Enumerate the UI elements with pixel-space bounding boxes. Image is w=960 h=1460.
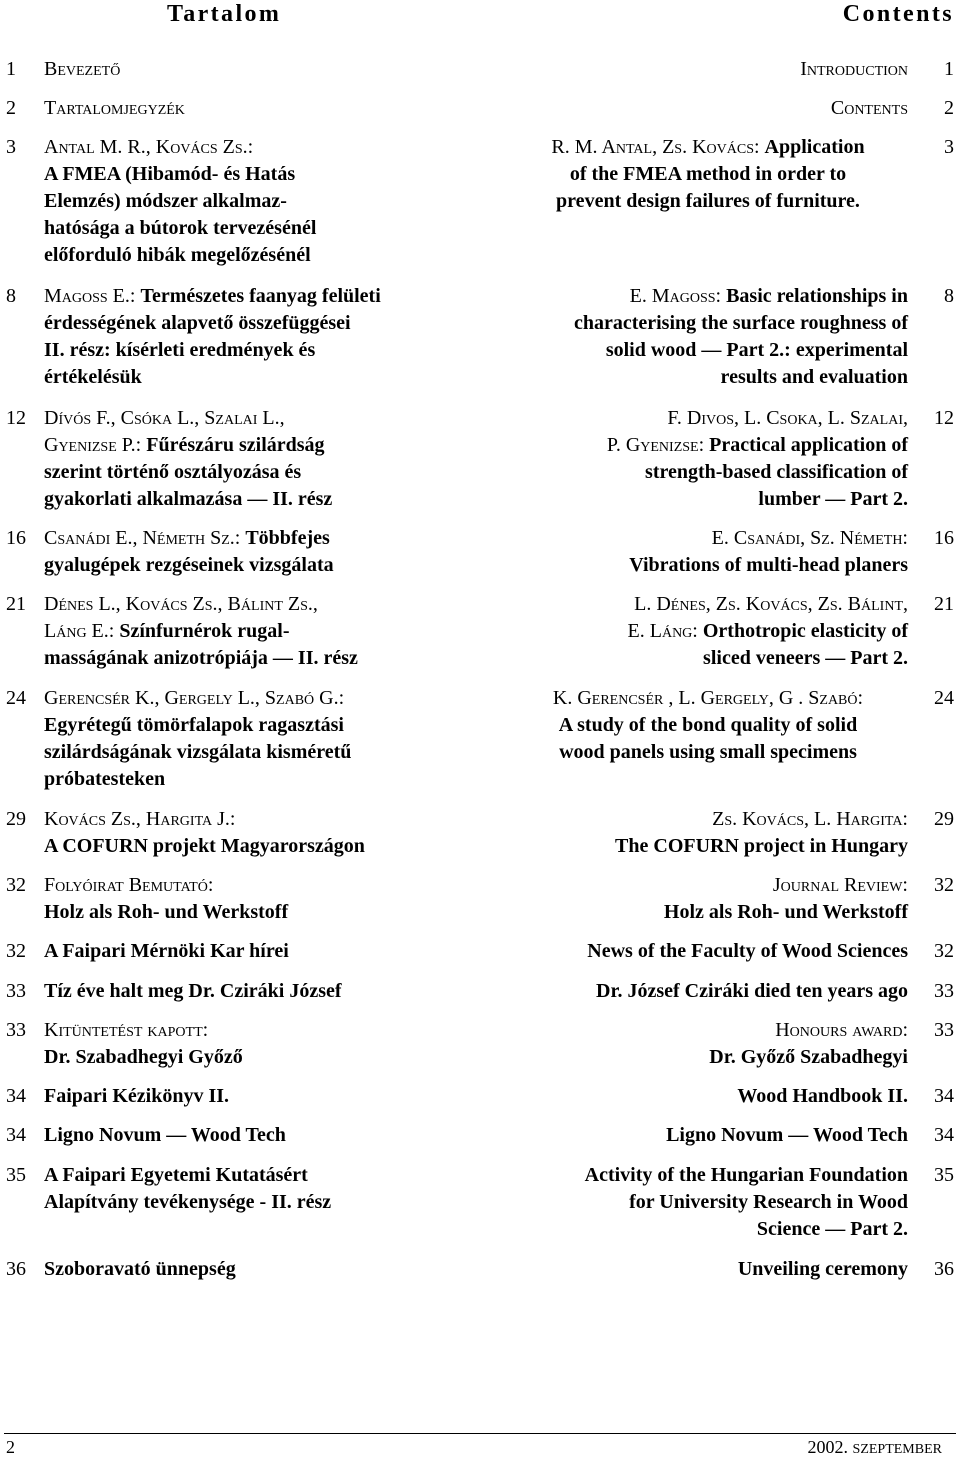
authors-en: E. Magoss: [629,285,722,307]
title-en: Practical application of [709,434,908,456]
entry-hu[interactable] [44,1256,444,1283]
page-number-hu: 32 [6,874,26,896]
authors-en-cont: E. Láng: [627,620,698,642]
title-en-line: Unveiling ceremony [737,1258,908,1280]
authors-hu: Magoss E.: [44,285,136,307]
page-number-en: 2 [944,97,954,119]
entry-en[interactable] [508,685,908,766]
authors-en: Zs. Kovács, L. Hargita: [712,808,908,830]
page-number-hu: 2 [6,97,16,119]
entry-en[interactable] [508,134,908,215]
title-hu: Színfurnérok rugal- [119,620,290,642]
page-number-hu: 33 [6,980,26,1002]
page-number-en: 1 [944,58,954,80]
entry-hu[interactable] [44,283,444,391]
title-en: Basic relationships in [726,285,908,307]
title-hu-line: Ligno Novum — Wood Tech [44,1124,286,1146]
page-number-en: 3 [944,136,954,158]
entry-hu[interactable] [44,1162,444,1216]
title-en-line: prevent design failures of furniture. [556,190,860,212]
page-number-en: 32 [934,874,954,896]
authors-en: K. Gerencsér , L. Gergely, G . Szabó: [552,687,864,709]
entry-en[interactable] [478,872,908,926]
entry-en[interactable] [478,95,908,122]
page-number: 2 [6,1437,15,1457]
title-hu-line: II. rész: kísérleti eredmények és [44,339,316,361]
page-number-hu: 33 [6,1019,26,1041]
authors-hu: Gerencsér K., Gergely L., Szabó G.: [44,687,345,709]
title-en-line: results and evaluation [720,366,908,388]
title-en-line: strength-based classification of [645,461,908,483]
title-hu-line: érdességének alapvető összefüggései [44,312,351,334]
page-number-en: 33 [934,1019,954,1041]
page-number-hu: 16 [6,527,26,549]
entry-hu[interactable] [44,1083,444,1110]
title-hu-line: masságának anizotrópiája — II. rész [44,647,358,669]
page-number-hu: 29 [6,808,26,830]
entry-en[interactable] [478,1017,908,1071]
title-hu: Természetes faanyag felületi [140,285,381,307]
title-en-line: of the FMEA method in order to [569,163,847,185]
authors-hu: Dénes L., Kovács Zs., Bálint Zs., [44,593,318,615]
entry-hu[interactable] [44,405,444,513]
entry-en[interactable] [478,591,908,672]
entry-hu[interactable] [44,938,444,965]
page-number-en: 34 [934,1124,954,1146]
title-en-line: The COFURN project in Hungary [615,835,908,857]
title-hu-line: A Faipari Mérnöki Kar hírei [44,940,289,962]
page-number-en: 33 [934,980,954,1002]
title-hu-line: próbatesteken [44,768,166,790]
page-number-hu: 24 [6,687,26,709]
authors-hu: Kovács Zs., Hargita J.: [44,808,236,830]
section-title-hu: Tartalomjegyzék [44,97,185,119]
title-en-line: Activity of the Hungarian Foundation [584,1164,908,1186]
page-number-hu: 34 [6,1085,26,1107]
authors-en: Honours award: [775,1019,908,1041]
page-number-en: 29 [934,808,954,830]
title-en-line: Vibrations of multi-head planers [629,554,908,576]
page-number-en: 16 [934,527,954,549]
entry-en[interactable] [478,405,908,513]
title-en-line: for University Research in Wood [629,1191,908,1213]
title-hu-line: Holz als Roh- und Werkstoff [44,901,289,923]
title-hu-line: Tíz éve halt meg Dr. Cziráki József [44,980,342,1002]
title-hu-line: hatósága a bútorok tervezésénél [44,217,317,239]
contents-heading-en: Contents [842,1,954,27]
title-hu: Fűrészáru szilárdság [146,434,325,456]
title-hu-line: szerint történő osztályozása és [44,461,302,483]
title-en: Application [764,136,865,158]
entry-hu[interactable] [44,1122,444,1149]
entry-hu[interactable] [44,95,444,122]
entry-en[interactable] [478,1122,908,1149]
title-hu: Többfejes [245,527,330,549]
contents-heading-hu: Tartalom [167,1,282,27]
title-hu-line: A Faipari Egyetemi Kutatásért [44,1164,308,1186]
title-hu-line: Szoboravató ünnepség [44,1258,236,1280]
title-en-line: sliced veneers — Part 2. [703,647,908,669]
page-number-en: 21 [934,593,954,615]
title-hu-line: A COFURN projekt Magyarországon [44,835,365,857]
entry-en[interactable] [478,1256,908,1283]
authors-en: Journal Review: [772,874,908,896]
section-title-en: Contents [830,97,908,119]
authors-hu-cont: Gyenizse P.: [44,434,142,456]
title-en-line: Wood Handbook II. [737,1085,908,1107]
authors-hu: Folyóirat Bemutató: [44,874,214,896]
title-hu-line: Egyrétegű tömörfalapok ragasztási [44,714,344,736]
page-number-hu: 34 [6,1124,26,1146]
issue-month: SZEPTEMBER [852,1442,942,1457]
authors-en: R. M. Antal, Zs. Kovács: [551,136,760,158]
page-number-en: 8 [944,285,954,307]
title-en-line: Dr. Győző Szabadhegyi [709,1046,908,1068]
entry-hu[interactable] [44,134,444,269]
entry-en[interactable] [478,283,908,391]
entry-hu[interactable] [44,806,444,860]
authors-hu: Antal M. R., Kovács Zs.: [44,136,254,158]
entry-en[interactable] [478,1083,908,1110]
title-en-line: Science — Part 2. [756,1218,908,1240]
entry-en[interactable] [478,1162,908,1243]
authors-en-cont: P. Gyenizse: [606,434,705,456]
page-number-en: 32 [934,940,954,962]
title-en-line: A study of the bond quality of solid [558,714,858,736]
title-hu-line: előforduló hibák megelőzésénél [44,244,311,266]
title-hu-line: Faipari Kézikönyv II. [44,1085,230,1107]
authors-en: L. Dénes, Zs. Kovács, Zs. Bálint, [634,593,908,615]
title-en: Orthotropic elasticity of [702,620,908,642]
authors-en: E. Csanádi, Sz. Németh: [711,527,908,549]
page-number-hu: 8 [6,285,16,307]
entry-hu[interactable] [44,872,444,926]
entry-en[interactable] [478,938,908,965]
entry-en[interactable] [478,806,908,860]
entry-hu[interactable] [44,1017,444,1071]
authors-hu-cont: Láng E.: [44,620,115,642]
title-hu-line: értékelésük [44,366,142,388]
page-number-en: 36 [934,1258,954,1280]
title-en-line: wood panels using small specimens [559,741,857,763]
title-hu-line: Dr. Szabadhegyi Győző [44,1046,243,1068]
page-number-hu: 32 [6,940,26,962]
title-hu-line: gyakorlati alkalmazása — II. rész [44,488,333,510]
page-number-hu: 1 [6,58,16,80]
page-number-hu: 35 [6,1164,26,1186]
title-hu-line: A FMEA (Hibamód- és Hatás [44,163,296,185]
page-number-hu: 3 [6,136,16,158]
page-number-en: 12 [934,407,954,429]
entry-en[interactable] [478,978,908,1005]
title-hu-line: gyalugépek rezgéseinek vizsgálata [44,554,334,576]
authors-en: F. Divos, L. Csoka, L. Szalai, [667,407,908,429]
authors-hu: Csanádi E., Németh Sz.: [44,527,241,549]
authors-hu: Kitüntetést kapott: [44,1019,209,1041]
title-hu-line: Elemzés) módszer alkalmaz- [44,190,287,212]
page-number-hu: 36 [6,1258,26,1280]
title-en-line: Holz als Roh- und Werkstoff [663,901,908,923]
title-en-line: lumber — Part 2. [758,488,908,510]
entry-en[interactable] [478,56,908,83]
entry-en[interactable] [478,525,908,579]
authors-hu: Dívós F., Csóka L., Szalai L., [44,407,285,429]
title-en-line: Ligno Novum — Wood Tech [666,1124,908,1146]
page-number-hu: 21 [6,593,26,615]
entry-hu[interactable] [44,525,444,579]
section-title-en: Introduction [800,58,908,80]
entry-hu[interactable] [44,56,444,83]
footer-divider [4,1433,956,1434]
section-title-hu: Bevezető [44,58,121,80]
title-en-line: Dr. József Cziráki died ten years ago [596,980,908,1002]
title-en-line: solid wood — Part 2.: experimental [605,339,908,361]
page-number-hu: 12 [6,407,26,429]
entry-hu[interactable] [44,978,444,1005]
page-number-en: 24 [934,687,954,709]
entry-hu[interactable] [44,685,444,793]
title-hu-line: Alapítvány tevékenysége - II. rész [44,1191,332,1213]
issue-year: 2002. [807,1437,849,1457]
page-number-en: 34 [934,1085,954,1107]
title-hu-line: szilárdságának vizsgálata kisméretű [44,741,352,763]
title-en-line: characterising the surface roughness of [573,312,908,334]
entry-hu[interactable] [44,591,444,672]
title-en-line: News of the Faculty of Wood Sciences [587,940,908,962]
page-number-en: 35 [934,1164,954,1186]
